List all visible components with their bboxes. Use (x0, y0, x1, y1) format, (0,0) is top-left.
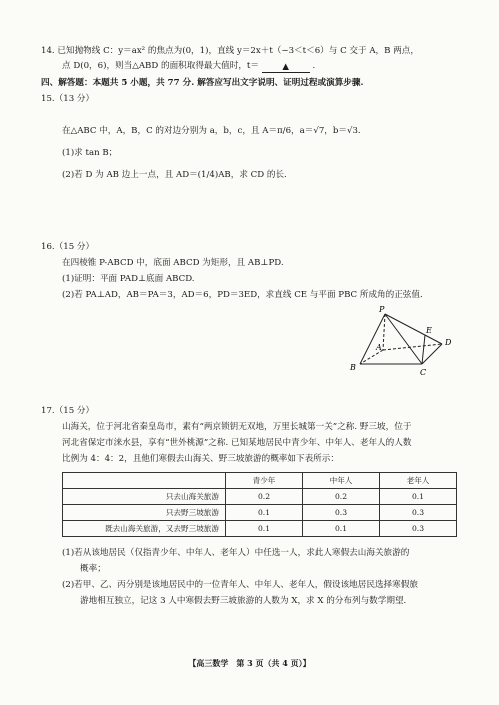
edge-CE (422, 335, 425, 364)
table-row-label: 既去山海关旅游，又去野三坡旅游 (63, 521, 226, 537)
table-row-label: 只去山海关旅游 (63, 489, 226, 505)
edge-CD (422, 344, 442, 364)
q14-line2-end: . (312, 61, 316, 71)
edge-AD (383, 344, 442, 350)
vertex-C: C (420, 368, 427, 377)
table-cell: 0.3 (303, 505, 380, 521)
table-row-label: 只去野三坡旅游 (63, 505, 226, 521)
q17-part2-line1: (2)若甲、乙、丙分别是该地居民中的一位青年人、中年人、老年人，假设该地居民选择寒假旅 (62, 580, 418, 590)
edge-PC (385, 314, 422, 364)
q14-line1: 14. 已知抛物线 C：y＝ax² 的焦点为(0，1)，直线 y＝2x＋t（−3＜t＜6）与 C 交于 A，B 两点， (41, 46, 419, 56)
q17-header: 17.（15 分） (41, 406, 95, 416)
q17-para2: 河北省保定市涞水县，享有“世外桃源”之称. 已知某地居民中青少年、中年人、老年人的人数 (62, 438, 412, 448)
table-header-row (63, 473, 457, 489)
q14-line2-text: 点 D(0，6)，则当△ABD 的面积取得最大值时，t＝ (62, 61, 259, 71)
edge-PD (385, 314, 442, 344)
probability-table (62, 472, 457, 537)
q17-part1-line1: (1)若从该地居民（仅指青少年、中年人、老年人）中任选一人，求此人寒假去山海关旅游的 (62, 548, 410, 558)
section-heading: 四、解答题：本题共 5 小题，共 77 分. 解答应写出文字说明、证明过程或演算步骤. (41, 78, 364, 88)
q14-line2 (62, 61, 315, 72)
table-row (63, 489, 457, 505)
blank-triangle-mark: ▲ (282, 62, 290, 72)
vertex-D: D (445, 338, 452, 347)
q17-para3: 比例为 4：4：2，且他们寒假去山海关、野三坡旅游的概率如下表所示： (62, 454, 339, 464)
answer-blank (262, 62, 310, 73)
table-cell: 0.2 (226, 489, 303, 505)
table-row (63, 521, 457, 537)
table-cell: 0.1 (226, 521, 303, 537)
vertex-B: B (350, 363, 356, 372)
table-cell: 0.1 (380, 489, 457, 505)
edge-PA (383, 314, 385, 350)
q17-para1: 山海关，位于河北省秦皇岛市，素有“两京锁钥无双地，万里长城第一关”之称. 野三坡，位于 (62, 422, 412, 432)
table-header-cell: 老年人 (380, 473, 457, 489)
table-cell: 0.2 (303, 489, 380, 505)
q15-header: 15.（13 分） (41, 94, 95, 104)
vertex-P: P (379, 305, 385, 314)
q15-part1: (1)求 tan B； (62, 148, 118, 158)
q16-part2: (2)若 PA⊥AD，AB＝PA＝3，AD＝6，PD＝3ED，求直线 CE 与平面 PBC 所成角的正弦值. (62, 290, 423, 300)
table-header-cell: 中年人 (303, 473, 380, 489)
table-row (63, 505, 457, 521)
q17-part2-line2: 游地相互独立，记这 3 人中寒假去野三坡旅游的人数为 X，求 X 的分布列与数学期望. (80, 596, 407, 606)
q17-part1-line2: 概率； (80, 564, 106, 574)
table-cell: 0.3 (380, 521, 457, 537)
table-header-cell (63, 473, 226, 489)
q16-header: 16.（15 分） (41, 242, 95, 252)
page-footer: 【高三数学 第 3 页（共 4 页）】 (188, 658, 311, 668)
q15-part2: (2)若 D 为 AB 边上一点，且 AD＝(1/4)AB，求 CD 的长. (62, 170, 287, 180)
table-cell: 0.3 (380, 505, 457, 521)
q16-stem: 在四棱锥 P-ABCD 中，底面 ABCD 为矩形，且 AB⊥PD. (62, 258, 284, 268)
pyramid-figure (345, 302, 460, 382)
vertex-A: A (376, 343, 382, 352)
table-cell: 0.1 (226, 505, 303, 521)
table-cell: 0.1 (303, 521, 380, 537)
table-header-cell: 青少年 (226, 473, 303, 489)
vertex-E: E (426, 326, 432, 335)
q16-part1: (1)证明：平面 PAD⊥底面 ABCD. (62, 274, 195, 284)
q15-stem: 在△ABC 中，A，B，C 的对边分别为 a，b，c，且 A＝π/6，a＝√7，b＝√3. (62, 126, 361, 136)
